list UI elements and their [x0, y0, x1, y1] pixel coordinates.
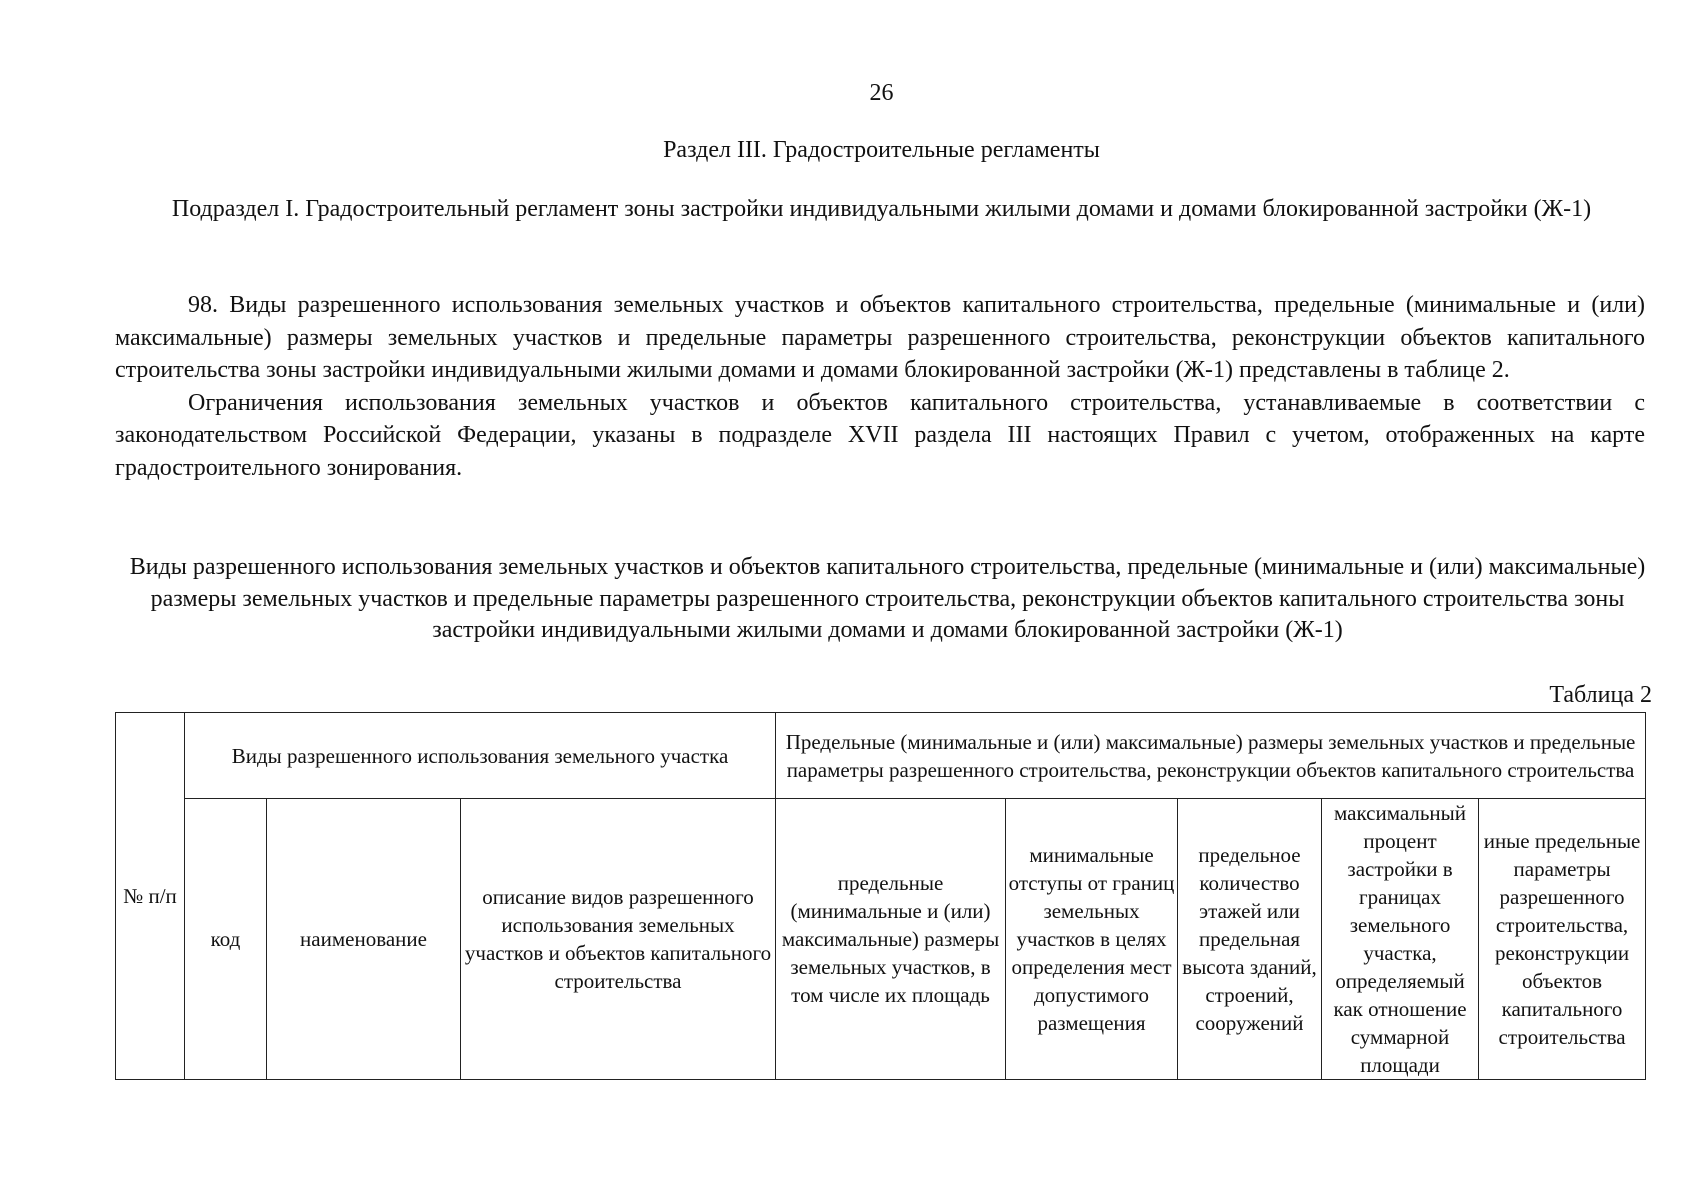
- regulations-table: [115, 712, 1646, 1080]
- paragraph-98: 98. Виды разрешенного использования земельных участков и объектов капитального строительства, предельные (минимальные и (или) максимальные) размеры земельных участков и предельные параметры разрешенного строительства, реконструкции объектов капитального строительства зоны застройки индивидуальными жилыми домами и домами блокированной застройки (Ж-1) представлены в таблице 2.: [115, 292, 1645, 383]
- table-number: Таблица 2: [1549, 682, 1652, 708]
- header-other-params: иные предельные параметры разрешенного строительства, реконструкции объектов капитального строительства: [1479, 799, 1646, 1080]
- table-header-row-2: [116, 799, 1646, 1080]
- paragraph-restrictions: Ограничения использования земельных участков и объектов капитального строительства, устанавливаемые в соответствии с законодательством Российской Федерации, указаны в подразделе XVII раздела III настоящих Правил с учетом, отображенных на карте градостроительного зонирования.: [115, 389, 1645, 481]
- header-name: наименование: [267, 799, 461, 1080]
- table-header-row-1: [116, 713, 1646, 799]
- header-description: описание видов разрешенного использования земельных участков и объектов капитального строительства: [461, 799, 776, 1080]
- header-setbacks: минимальные отступы от границ земельных участков в целях определения мест допустимого размещения: [1006, 799, 1178, 1080]
- header-coverage: максимальный процент застройки в границах земельного участка, определяемый как отношение суммарной площади: [1322, 799, 1479, 1080]
- table-caption: Виды разрешенного использования земельных участков и объектов капитального строительства, предельные (минимальные и (или) максимальные) размеры земельных участков и предельные параметры разрешенного строительства, реконструкции объектов капитального строительства зоны застройки индивидуальными жилыми домами и домами блокированной застройки (Ж-1): [129, 554, 1646, 643]
- section-title: Раздел III. Градостроительные регламенты: [663, 137, 1100, 163]
- header-group-uses: Виды разрешенного использования земельного участка: [185, 713, 776, 799]
- header-floors: предельное количество этажей или предельная высота зданий, строений, сооружений: [1178, 799, 1322, 1080]
- header-group-limits: Предельные (минимальные и (или) максимальные) размеры земельных участков и предельные параметры разрешенного строительства, реконструкции объектов капитального строительства: [776, 713, 1646, 799]
- header-number: № п/п: [116, 713, 185, 1080]
- page-number: 26: [869, 80, 894, 106]
- body-text: [115, 289, 1645, 484]
- header-code: код: [185, 799, 267, 1080]
- header-plot-size: предельные (минимальные и (или) максимальные) размеры земельных участков, в том числе их площадь: [776, 799, 1006, 1080]
- subsection-title: Подраздел I. Градостроительный регламент зоны застройки индивидуальными жилыми домами и домами блокированной застройки (Ж-1): [171, 196, 1592, 222]
